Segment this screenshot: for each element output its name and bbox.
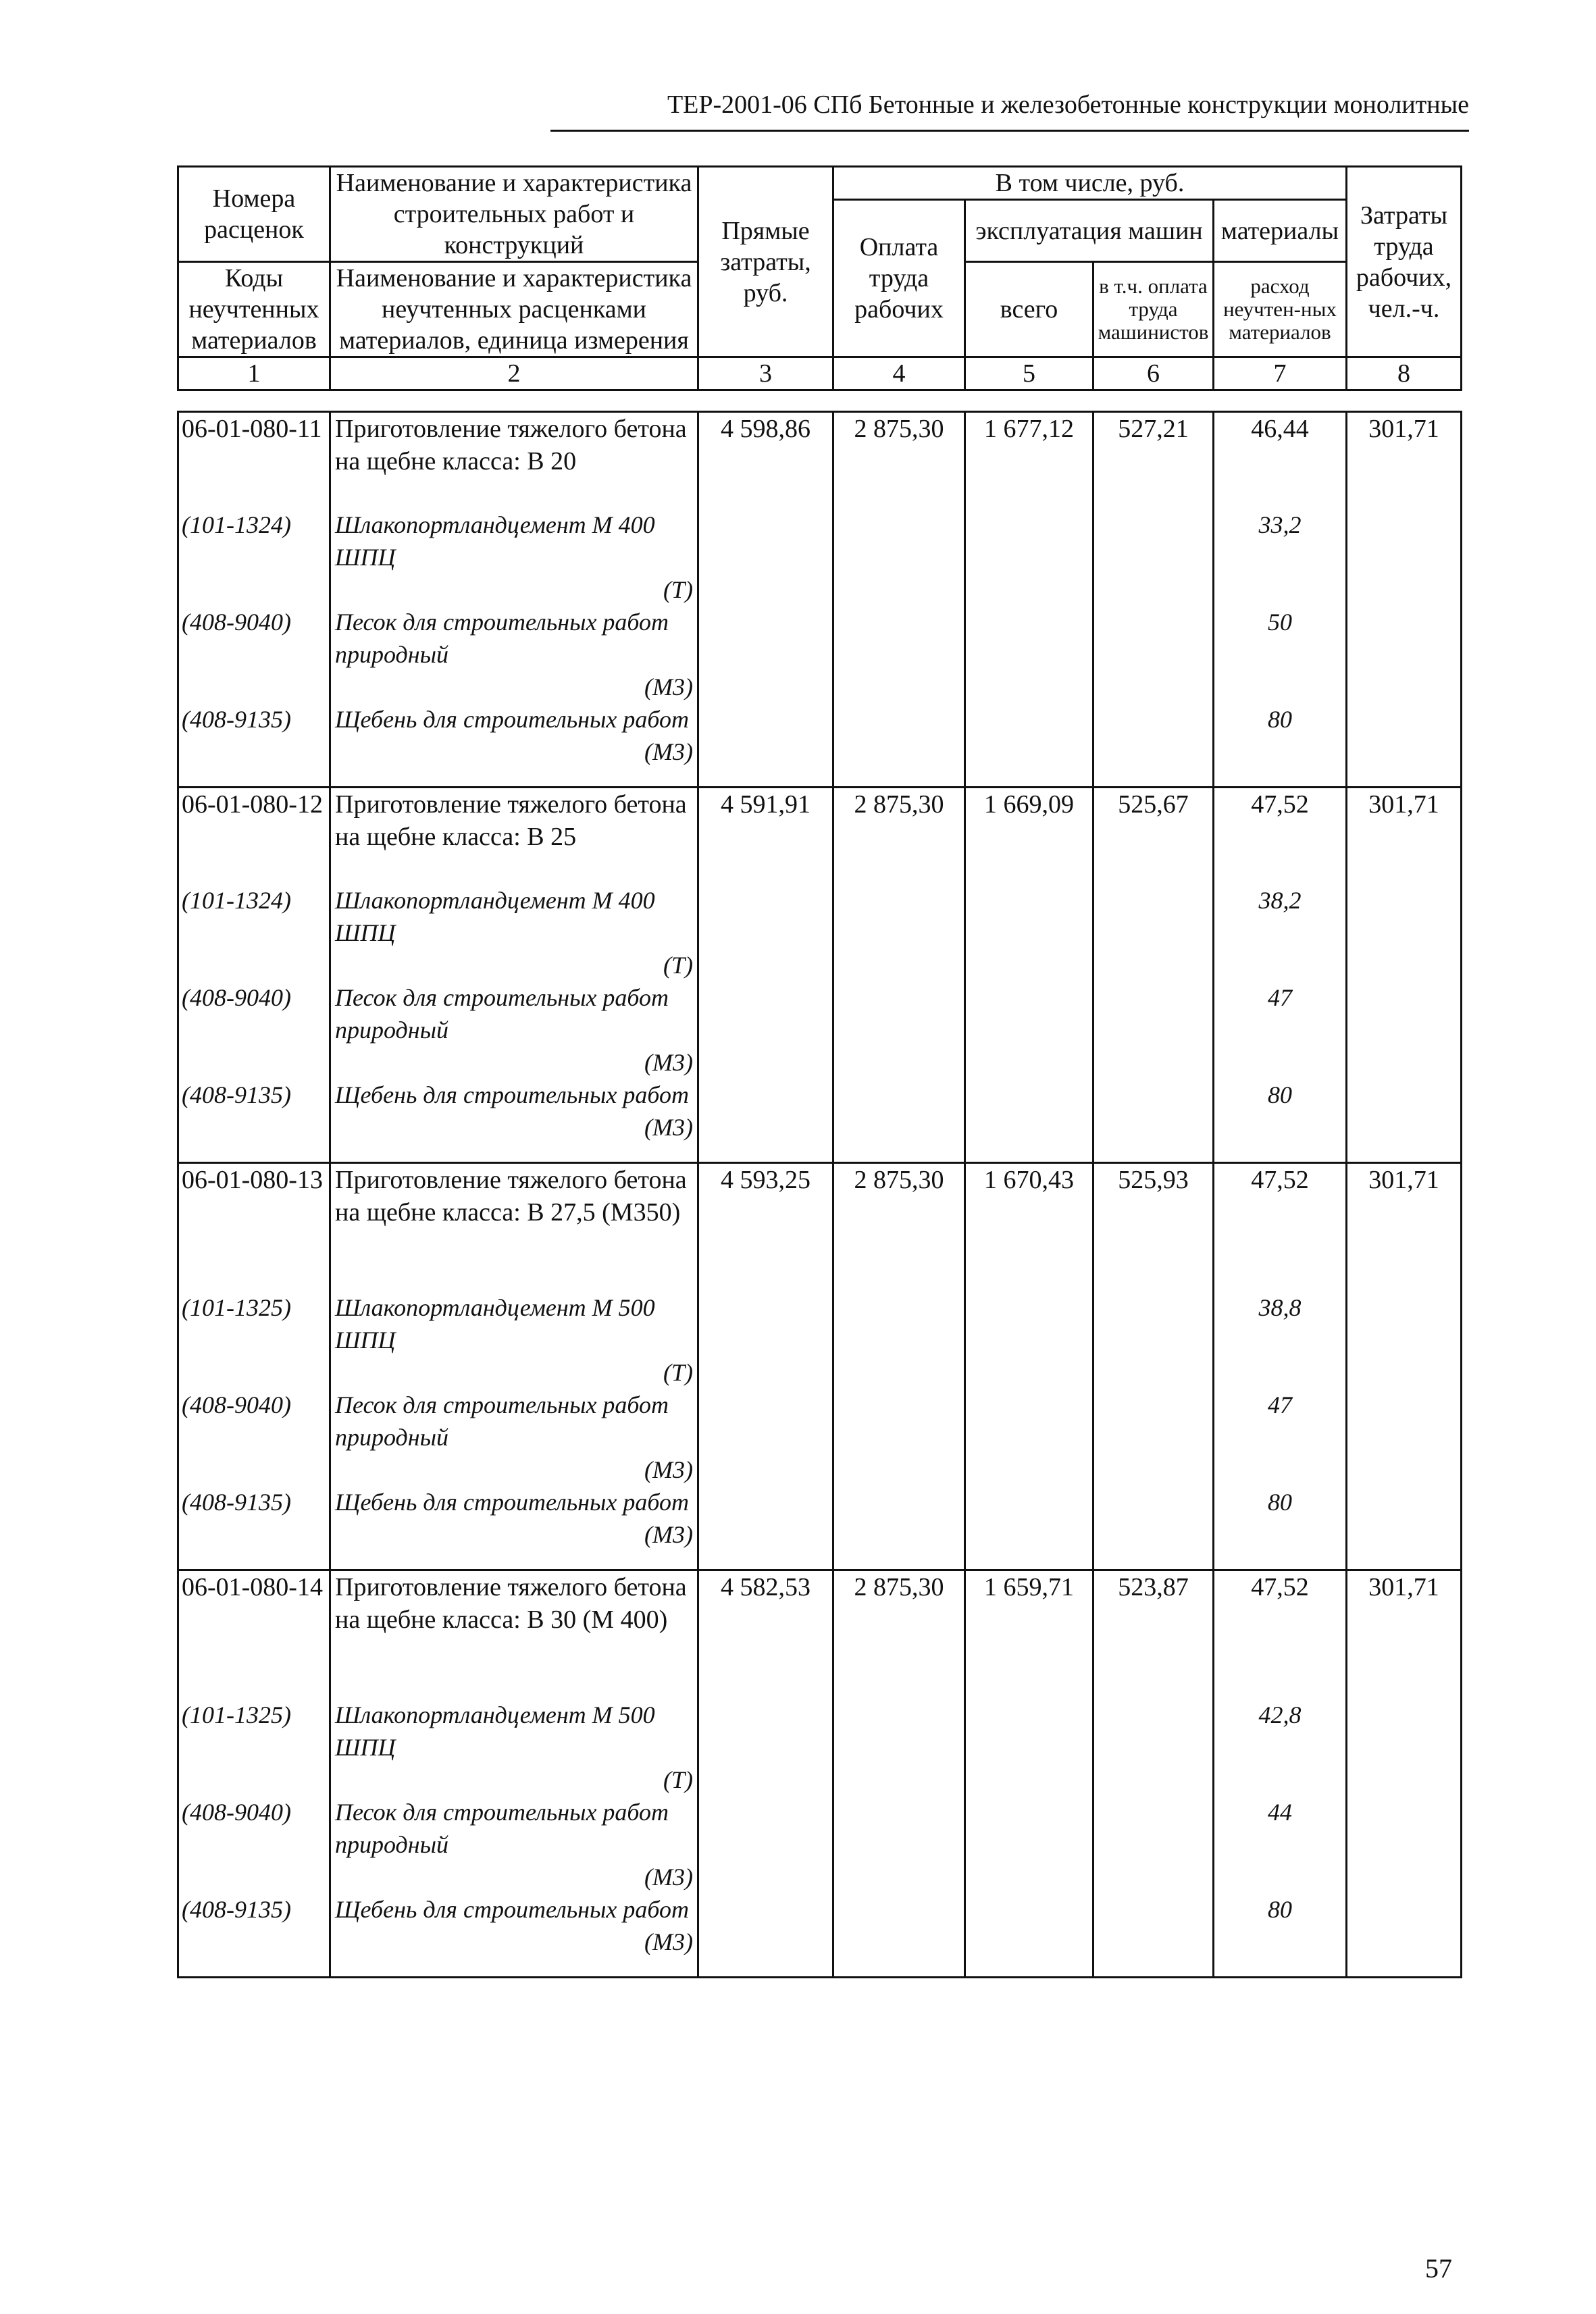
page-header-title: ТЕР-2001-06 СПб Бетонные и железобетонные конструкции монолитные	[550, 82, 1469, 132]
empty-cell	[698, 606, 833, 703]
material-code: (101-1324)	[178, 509, 330, 606]
material-unit: (М3)	[644, 1113, 693, 1141]
rate-code: 06-01-080-14	[178, 1570, 330, 1699]
material-name-text: Щебень для строительных работ	[335, 1895, 690, 1923]
material-row	[178, 1796, 1462, 1893]
material-unit: (Т)	[663, 1358, 693, 1386]
material-name	[330, 703, 698, 788]
empty-cell	[1347, 1486, 1462, 1570]
material-name-text: Песок для строительных работ природный	[335, 1391, 669, 1451]
empty-cell	[1093, 981, 1214, 1079]
material-name	[330, 606, 698, 703]
machinists-pay: 527,21	[1093, 412, 1214, 509]
machinists-pay: 523,87	[1093, 1570, 1214, 1699]
labor-pay: 2 875,30	[833, 412, 965, 509]
rate-row	[178, 788, 1462, 884]
empty-cell	[965, 981, 1093, 1079]
material-name	[330, 1291, 698, 1389]
material-usage: 80	[1214, 1893, 1347, 1978]
materials-value: 46,44	[1214, 412, 1347, 509]
material-name	[330, 1486, 698, 1570]
empty-cell	[965, 606, 1093, 703]
rate-row	[178, 1163, 1462, 1291]
empty-cell	[698, 1893, 833, 1978]
material-code: (408-9135)	[178, 703, 330, 788]
header-machinists-pay: в т.ч. оплата труда машинистов	[1093, 262, 1214, 357]
labor-pay: 2 875,30	[833, 1570, 965, 1699]
empty-cell	[1093, 1079, 1214, 1163]
rate-code: 06-01-080-11	[178, 412, 330, 509]
empty-cell	[965, 1389, 1093, 1486]
empty-cell	[965, 1796, 1093, 1893]
empty-cell	[1093, 606, 1214, 703]
material-row	[178, 1486, 1462, 1570]
labor-pay: 2 875,30	[833, 788, 965, 884]
machines-total: 1 670,43	[965, 1163, 1093, 1291]
column-number: 6	[1093, 357, 1214, 390]
empty-cell	[1093, 884, 1214, 981]
material-usage: 47	[1214, 981, 1347, 1079]
material-code: (408-9135)	[178, 1486, 330, 1570]
empty-cell	[698, 509, 833, 606]
empty-cell	[1093, 703, 1214, 788]
column-number: 3	[698, 357, 833, 390]
material-usage: 38,8	[1214, 1291, 1347, 1389]
material-unit: (М3)	[644, 1928, 693, 1955]
material-unit: (М3)	[644, 1863, 693, 1891]
column-number: 8	[1347, 357, 1462, 390]
material-unit: (Т)	[663, 575, 693, 603]
empty-cell	[698, 884, 833, 981]
material-name-text: Песок для строительных работ природный	[335, 1798, 669, 1858]
material-code: (408-9040)	[178, 981, 330, 1079]
empty-cell	[1093, 1389, 1214, 1486]
header-work-name: Наименование и характеристика строительных работ и конструкций	[330, 167, 698, 262]
empty-cell	[1093, 509, 1214, 606]
material-row	[178, 1699, 1462, 1796]
empty-cell	[833, 1389, 965, 1486]
empty-cell	[698, 703, 833, 788]
material-usage: 44	[1214, 1796, 1347, 1893]
empty-cell	[698, 1486, 833, 1570]
material-name	[330, 981, 698, 1079]
rate-name: Приготовление тяжелого бетона на щебне класса: В 30 (М 400)	[330, 1570, 698, 1699]
machines-total: 1 669,09	[965, 788, 1093, 884]
empty-cell	[833, 509, 965, 606]
empty-cell	[1347, 606, 1462, 703]
empty-cell	[833, 1486, 965, 1570]
empty-cell	[1347, 884, 1462, 981]
material-name-text: Шлакопортландцемент М 400 ШПЦ	[335, 511, 655, 571]
material-unit: (М3)	[644, 673, 693, 700]
material-name	[330, 884, 698, 981]
empty-cell	[698, 981, 833, 1079]
materials-value: 47,52	[1214, 1163, 1347, 1291]
empty-cell	[698, 1079, 833, 1163]
empty-cell	[833, 884, 965, 981]
header-material-codes: Коды неучтенных материалов	[178, 262, 330, 357]
machinists-pay: 525,67	[1093, 788, 1214, 884]
table-header	[177, 165, 1462, 391]
header-materials: материалы	[1214, 200, 1347, 262]
material-row	[178, 509, 1462, 606]
empty-cell	[965, 884, 1093, 981]
header-machines: эксплуатация машин	[965, 200, 1214, 262]
materials-value: 47,52	[1214, 788, 1347, 884]
column-number: 5	[965, 357, 1093, 390]
material-name-text: Щебень для строительных работ	[335, 1488, 690, 1516]
empty-cell	[833, 1079, 965, 1163]
empty-cell	[1347, 981, 1462, 1079]
material-unit: (Т)	[663, 951, 693, 979]
material-code: (408-9040)	[178, 1389, 330, 1486]
rate-row	[178, 412, 1462, 509]
material-name	[330, 509, 698, 606]
rate-row	[178, 1570, 1462, 1699]
material-code: (101-1324)	[178, 884, 330, 981]
empty-cell	[698, 1291, 833, 1389]
rates-table	[177, 411, 1462, 1978]
empty-cell	[965, 703, 1093, 788]
empty-cell	[1347, 1699, 1462, 1796]
material-code: (408-9040)	[178, 606, 330, 703]
empty-cell	[965, 1079, 1093, 1163]
material-code: (101-1325)	[178, 1291, 330, 1389]
material-name-text: Песок для строительных работ природный	[335, 983, 669, 1044]
empty-cell	[965, 1699, 1093, 1796]
material-usage: 80	[1214, 1079, 1347, 1163]
material-row	[178, 1389, 1462, 1486]
material-name	[330, 1893, 698, 1978]
material-row	[178, 606, 1462, 703]
empty-cell	[965, 509, 1093, 606]
material-name	[330, 1796, 698, 1893]
empty-cell	[965, 1486, 1093, 1570]
direct-costs: 4 582,53	[698, 1570, 833, 1699]
header-rate-numbers: Номера расценок	[178, 167, 330, 262]
rate-code: 06-01-080-13	[178, 1163, 330, 1291]
labor-hours: 301,71	[1347, 1570, 1462, 1699]
material-code: (101-1325)	[178, 1699, 330, 1796]
column-number: 2	[330, 357, 698, 390]
header-group-including: В том числе, руб.	[833, 167, 1347, 200]
machines-total: 1 659,71	[965, 1570, 1093, 1699]
empty-cell	[833, 1796, 965, 1893]
empty-cell	[965, 1893, 1093, 1978]
machinists-pay: 525,93	[1093, 1163, 1214, 1291]
materials-value: 47,52	[1214, 1570, 1347, 1699]
empty-cell	[1093, 1486, 1214, 1570]
empty-cell	[1093, 1291, 1214, 1389]
empty-cell	[1347, 703, 1462, 788]
material-code: (408-9040)	[178, 1796, 330, 1893]
rate-name: Приготовление тяжелого бетона на щебне класса: В 20	[330, 412, 698, 509]
material-code: (408-9135)	[178, 1893, 330, 1978]
empty-cell	[1347, 1291, 1462, 1389]
header-material-usage: расход неучтен-ных материалов	[1214, 262, 1347, 357]
header-labor-hours: Затраты труда рабочих, чел.-ч.	[1347, 167, 1462, 357]
empty-cell	[833, 703, 965, 788]
direct-costs: 4 598,86	[698, 412, 833, 509]
labor-hours: 301,71	[1347, 1163, 1462, 1291]
empty-cell	[833, 606, 965, 703]
empty-cell	[698, 1389, 833, 1486]
material-code: (408-9135)	[178, 1079, 330, 1163]
material-usage: 38,2	[1214, 884, 1347, 981]
column-number: 4	[833, 357, 965, 390]
material-row	[178, 1079, 1462, 1163]
rate-code: 06-01-080-12	[178, 788, 330, 884]
material-usage: 33,2	[1214, 509, 1347, 606]
empty-cell	[965, 1291, 1093, 1389]
material-row	[178, 703, 1462, 788]
labor-hours: 301,71	[1347, 412, 1462, 509]
rate-name: Приготовление тяжелого бетона на щебне класса: В 25	[330, 788, 698, 884]
header-machines-total: всего	[965, 262, 1093, 357]
header-labor-pay: Оплата труда рабочих	[833, 200, 965, 357]
header-direct-costs: Прямые затраты, руб.	[698, 167, 833, 357]
direct-costs: 4 591,91	[698, 788, 833, 884]
empty-cell	[1093, 1893, 1214, 1978]
material-row	[178, 1291, 1462, 1389]
column-number: 1	[178, 357, 330, 390]
page-number: 57	[1425, 2253, 1452, 2284]
empty-cell	[1347, 509, 1462, 606]
material-unit: (М3)	[644, 1048, 693, 1076]
column-number: 7	[1214, 357, 1347, 390]
labor-pay: 2 875,30	[833, 1163, 965, 1291]
material-name	[330, 1079, 698, 1163]
material-usage: 47	[1214, 1389, 1347, 1486]
material-row	[178, 1893, 1462, 1978]
rate-name: Приготовление тяжелого бетона на щебне класса: В 27,5 (М350)	[330, 1163, 698, 1291]
material-name-text: Песок для строительных работ природный	[335, 608, 669, 668]
direct-costs: 4 593,25	[698, 1163, 833, 1291]
labor-hours: 301,71	[1347, 788, 1462, 884]
empty-cell	[833, 1699, 965, 1796]
empty-cell	[698, 1699, 833, 1796]
material-row	[178, 884, 1462, 981]
empty-cell	[1347, 1079, 1462, 1163]
empty-cell	[1347, 1893, 1462, 1978]
machines-total: 1 677,12	[965, 412, 1093, 509]
material-name-text: Шлакопортландцемент М 400 ШПЦ	[335, 886, 655, 946]
material-name	[330, 1389, 698, 1486]
material-name-text: Щебень для строительных работ	[335, 1081, 690, 1108]
empty-cell	[1347, 1796, 1462, 1893]
material-usage: 80	[1214, 703, 1347, 788]
empty-cell	[833, 981, 965, 1079]
material-unit: (М3)	[644, 1520, 693, 1548]
empty-cell	[833, 1291, 965, 1389]
material-usage: 42,8	[1214, 1699, 1347, 1796]
material-name	[330, 1699, 698, 1796]
material-name-text: Щебень для строительных работ	[335, 705, 690, 733]
material-name-text: Шлакопортландцемент М 500 ШПЦ	[335, 1701, 655, 1761]
empty-cell	[1347, 1389, 1462, 1486]
material-unit: (Т)	[663, 1766, 693, 1793]
empty-cell	[833, 1893, 965, 1978]
empty-cell	[1093, 1699, 1214, 1796]
material-usage: 50	[1214, 606, 1347, 703]
header-column-numbers	[178, 357, 1462, 390]
empty-cell	[698, 1796, 833, 1893]
material-usage: 80	[1214, 1486, 1347, 1570]
material-unit: (М3)	[644, 738, 693, 765]
header-material-names: Наименование и характеристика неучтенных расценками материалов, единица измерения	[330, 262, 698, 357]
material-row	[178, 981, 1462, 1079]
empty-cell	[1093, 1796, 1214, 1893]
material-unit: (М3)	[644, 1456, 693, 1483]
material-name-text: Шлакопортландцемент М 500 ШПЦ	[335, 1293, 655, 1354]
